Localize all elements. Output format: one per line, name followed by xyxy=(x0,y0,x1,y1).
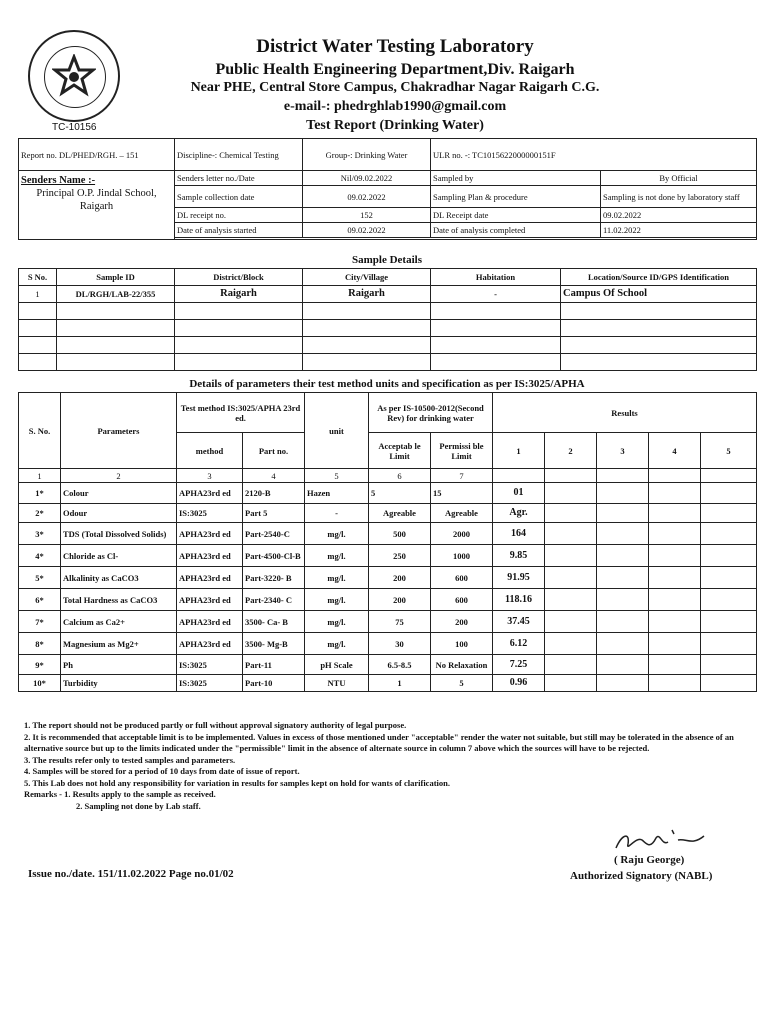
param-sno: 9* xyxy=(19,655,61,675)
param-unit: mg/l. xyxy=(305,523,369,545)
param-method: IS:3025 xyxy=(177,675,243,692)
empty-result-cell xyxy=(701,567,757,589)
note-5: 5. This Lab does not hold any responsibility for variation in results for samples kept on hold for wants of clarification. xyxy=(24,777,451,788)
param-unit: mg/l. xyxy=(305,545,369,567)
empty-result-cell xyxy=(701,523,757,545)
header-result-3: 3 xyxy=(597,433,649,469)
param-unit: - xyxy=(305,504,369,523)
param-part: Part 5 xyxy=(243,504,305,523)
param-sno: 5* xyxy=(19,567,61,589)
param-part: Part-2340- C xyxy=(243,589,305,611)
empty-result-cell xyxy=(545,655,597,675)
param-perm: 200 xyxy=(431,611,493,633)
remarks-2: 2. Sampling not done by Lab staff. xyxy=(76,800,201,811)
empty-result-cell xyxy=(545,504,597,523)
empty-result-cell xyxy=(701,483,757,504)
empty-result-cell xyxy=(597,483,649,504)
param-acc: 1 xyxy=(369,675,431,692)
param-sno: 8* xyxy=(19,633,61,655)
senders-letter: Nil/09.02.2022 xyxy=(303,171,431,186)
param-method: APHA23rd ed xyxy=(177,567,243,589)
tc-number: TC-10156 xyxy=(52,122,97,133)
col-num-4: 4 xyxy=(243,469,305,483)
sampled-by-label: Sampled by xyxy=(431,171,601,186)
ulr-number: ULR no. -: TC1015622000000151F xyxy=(431,139,757,171)
param-param: Alkalinity as CaCO3 xyxy=(61,567,177,589)
dl-receipt-no-label: DL receipt no. xyxy=(175,208,303,223)
empty-result-cell xyxy=(649,633,701,655)
analysis-started: 09.02.2022 xyxy=(303,223,431,238)
param-r1: 91.95 xyxy=(493,567,545,589)
param-r1: 164 xyxy=(493,523,545,545)
param-method: APHA23rd ed xyxy=(177,483,243,504)
lab-address: Near PHE, Central Store Campus, Chakradhar Nagar Raigarh C.G. xyxy=(190,80,600,95)
param-acc: 500 xyxy=(369,523,431,545)
note-4: 4. Samples will be stored for a period of 10 days from date of issue of report. xyxy=(24,766,300,776)
empty-result-cell xyxy=(649,589,701,611)
parameter-row xyxy=(19,504,757,523)
empty-result-cell xyxy=(649,567,701,589)
department-name: Public Health Engineering Department,Div. Raigarh xyxy=(215,61,575,78)
parameter-row xyxy=(19,633,757,655)
empty-result-cell xyxy=(649,523,701,545)
sd-header-sno: S No. xyxy=(19,269,57,286)
note-1: 1. The report should not be produced partly or full without approval signatory authority of legal purpose. xyxy=(24,720,407,730)
discipline: Discipline-: Chemical Testing xyxy=(175,139,303,171)
group: Group-: Drinking Water xyxy=(303,139,431,171)
col-num-7: 7 xyxy=(431,469,493,483)
param-r1: 01 xyxy=(493,483,545,504)
param-unit: pH Scale xyxy=(305,655,369,675)
parameter-row xyxy=(19,675,757,692)
parameter-row xyxy=(19,545,757,567)
dl-receipt-date-label: DL Receipt date xyxy=(431,208,601,223)
sd-habitation: - xyxy=(431,286,561,303)
empty-result-cell xyxy=(649,611,701,633)
empty-result-cell xyxy=(649,675,701,692)
sd-header-city: City/Village xyxy=(303,269,431,286)
lab-email: e-mail-: phedrghlab1990@gmail.com xyxy=(283,99,507,114)
param-sno: 7* xyxy=(19,611,61,633)
sd-district: Raigarh xyxy=(175,286,303,303)
report-notes xyxy=(24,720,754,812)
note-2: 2. It is recommended that acceptable limit is to be implemented. Values in excess of those mentioned under "acceptable" render the water not suitable, but still may be tolerated in the absence of an alternative source but up to the limits indicated under the "permissible" limit in the absence of alternate source in column 7 above which the sources will have to be rejected. xyxy=(24,731,734,753)
senders-name: Principal O.P. Jindal School, Raigarh xyxy=(36,188,157,212)
param-perm: 100 xyxy=(431,633,493,655)
empty-result-cell xyxy=(701,675,757,692)
param-r1: 118.16 xyxy=(493,589,545,611)
empty-result-cell xyxy=(597,611,649,633)
issue-info: Issue no./date. 151/11.02.2022 Page no.01/02 xyxy=(28,868,234,880)
param-method: APHA23rd ed xyxy=(177,545,243,567)
empty-result-cell xyxy=(545,567,597,589)
param-method: APHA23rd ed xyxy=(177,611,243,633)
empty-result-cell xyxy=(545,523,597,545)
empty-result-cell xyxy=(597,589,649,611)
param-acc: 30 xyxy=(369,633,431,655)
param-param: Colour xyxy=(61,483,177,504)
sd-location: Campus Of School xyxy=(561,286,757,303)
param-unit: Hazen xyxy=(305,483,369,504)
header-test-method: Test method IS:3025/APHA 23rd ed. xyxy=(177,393,305,433)
param-param: Odour xyxy=(61,504,177,523)
param-param: TDS (Total Dissolved Solids) xyxy=(61,523,177,545)
param-unit: NTU xyxy=(305,675,369,692)
param-acc: 75 xyxy=(369,611,431,633)
parameter-row xyxy=(19,483,757,504)
param-sno: 2* xyxy=(19,504,61,523)
empty-result-cell xyxy=(597,545,649,567)
param-part: Part-2540-C xyxy=(243,523,305,545)
sd-sample-id: DL/RGH/LAB-22/355 xyxy=(57,286,175,303)
param-r1: 0.96 xyxy=(493,675,545,692)
param-r1: Agr. xyxy=(493,504,545,523)
sample-details-title: Sample Details xyxy=(352,254,422,266)
col-num-3: 3 xyxy=(177,469,243,483)
collection-date-label: Sample collection date xyxy=(175,186,303,208)
dl-receipt-date: 09.02.2022 xyxy=(601,208,757,223)
remarks-1: Remarks - 1. Results apply to the sample as received. xyxy=(24,789,216,799)
param-unit: mg/l. xyxy=(305,589,369,611)
param-sno: 6* xyxy=(19,589,61,611)
senders-letter-label: Senders letter no./Date xyxy=(175,171,303,186)
empty-result-cell xyxy=(597,633,649,655)
param-part: Part-3220- B xyxy=(243,567,305,589)
header-result-2: 2 xyxy=(545,433,597,469)
empty-result-cell xyxy=(649,483,701,504)
param-param: Calcium as Ca2+ xyxy=(61,611,177,633)
report-info-table xyxy=(18,138,757,240)
param-sno: 10* xyxy=(19,675,61,692)
col-num-5: 5 xyxy=(305,469,369,483)
lab-logo xyxy=(28,30,120,122)
analysis-completed-label: Date of analysis completed xyxy=(431,223,601,238)
sampling-plan-label: Sampling Plan & procedure xyxy=(431,186,601,208)
empty-result-cell xyxy=(701,633,757,655)
col-num-6: 6 xyxy=(369,469,431,483)
sd-header-district: District/Block xyxy=(175,269,303,286)
sd-header-sample-id: Sample ID xyxy=(57,269,175,286)
parameter-row xyxy=(19,589,757,611)
param-method: IS:3025 xyxy=(177,504,243,523)
parameter-row xyxy=(19,611,757,633)
param-method: APHA23rd ed xyxy=(177,589,243,611)
header-result-4: 4 xyxy=(649,433,701,469)
param-param: Total Hardness as CaCO3 xyxy=(61,589,177,611)
param-unit: mg/l. xyxy=(305,567,369,589)
sample-details-table xyxy=(18,268,757,371)
param-method: IS:3025 xyxy=(177,655,243,675)
empty-result-cell xyxy=(597,504,649,523)
param-acc: 5 xyxy=(369,483,431,504)
empty-result-cell xyxy=(649,545,701,567)
report-title: Test Report (Drinking Water) xyxy=(306,118,484,133)
param-method: APHA23rd ed xyxy=(177,523,243,545)
param-sno: 3* xyxy=(19,523,61,545)
empty-result-cell xyxy=(649,655,701,675)
param-perm: 15 xyxy=(431,483,493,504)
empty-result-cell xyxy=(701,545,757,567)
empty-result-cell xyxy=(545,633,597,655)
header-method: method xyxy=(177,433,243,469)
param-part: 3500- Ca- B xyxy=(243,611,305,633)
param-param: Turbidity xyxy=(61,675,177,692)
sampled-by: By Official xyxy=(601,171,757,186)
empty-result-cell xyxy=(701,504,757,523)
empty-result-cell xyxy=(545,611,597,633)
col-num-1: 1 xyxy=(19,469,61,483)
param-perm: 600 xyxy=(431,567,493,589)
param-perm: 5 xyxy=(431,675,493,692)
header-acceptable-limit: Acceptab le Limit xyxy=(369,433,431,469)
header-result-5: 5 xyxy=(701,433,757,469)
header-results: Results xyxy=(493,393,757,433)
param-acc: 200 xyxy=(369,589,431,611)
parameter-row xyxy=(19,523,757,545)
empty-result-cell xyxy=(597,655,649,675)
param-unit: mg/l. xyxy=(305,633,369,655)
header-sno: S. No. xyxy=(19,393,61,469)
empty-result-cell xyxy=(701,655,757,675)
empty-result-cell xyxy=(545,675,597,692)
param-acc: Agreable xyxy=(369,504,431,523)
param-r1: 37.45 xyxy=(493,611,545,633)
dl-receipt-no: 152 xyxy=(303,208,431,223)
param-perm: 1000 xyxy=(431,545,493,567)
param-part: Part-11 xyxy=(243,655,305,675)
param-method: APHA23rd ed xyxy=(177,633,243,655)
header-unit: unit xyxy=(305,393,369,469)
param-sno: 1* xyxy=(19,483,61,504)
sd-city: Raigarh xyxy=(303,286,431,303)
param-perm: No Relaxation xyxy=(431,655,493,675)
param-r1: 9.85 xyxy=(493,545,545,567)
empty-result-cell xyxy=(701,611,757,633)
param-acc: 250 xyxy=(369,545,431,567)
param-part: Part-10 xyxy=(243,675,305,692)
empty-result-cell xyxy=(701,589,757,611)
empty-result-cell xyxy=(545,545,597,567)
sd-header-location: Location/Source ID/GPS Identification xyxy=(561,269,757,286)
param-acc: 6.5-8.5 xyxy=(369,655,431,675)
header-parameters: Parameters xyxy=(61,393,177,469)
sd-header-habitation: Habitation xyxy=(431,269,561,286)
parameter-row xyxy=(19,655,757,675)
report-number: Report no. DL/PHED/RGH. – 151 xyxy=(19,139,175,171)
param-r1: 7.25 xyxy=(493,655,545,675)
param-part: 2120-B xyxy=(243,483,305,504)
header-part-no: Part no. xyxy=(243,433,305,469)
star-emblem-icon xyxy=(52,54,96,98)
parameters-table xyxy=(18,392,757,692)
empty-result-cell xyxy=(597,523,649,545)
param-perm: Agreable xyxy=(431,504,493,523)
empty-result-cell xyxy=(545,483,597,504)
col-num-2: 2 xyxy=(61,469,177,483)
param-part: 3500- Mg-B xyxy=(243,633,305,655)
param-perm: 2000 xyxy=(431,523,493,545)
analysis-completed: 11.02.2022 xyxy=(601,223,757,238)
header-specification: As per IS-10500-2012(Second Rev) for drinking water xyxy=(369,393,493,433)
param-param: Chloride as Cl- xyxy=(61,545,177,567)
senders-name-label: Senders Name :- xyxy=(21,175,96,186)
param-perm: 600 xyxy=(431,589,493,611)
parameter-row xyxy=(19,567,757,589)
collection-date: 09.02.2022 xyxy=(303,186,431,208)
param-unit: mg/l. xyxy=(305,611,369,633)
signatory-title: Authorized Signatory (NABL) xyxy=(570,870,713,882)
param-sno: 4* xyxy=(19,545,61,567)
sampling-plan: Sampling is not done by laboratory staff xyxy=(601,186,757,208)
param-param: Magnesium as Mg2+ xyxy=(61,633,177,655)
empty-result-cell xyxy=(597,567,649,589)
param-acc: 200 xyxy=(369,567,431,589)
parameters-title: Details of parameters their test method units and specification as per IS:3025/APHA xyxy=(189,378,585,390)
header-result-1: 1 xyxy=(493,433,545,469)
sd-sno: 1 xyxy=(19,286,57,303)
param-part: Part-4500-Cl-B xyxy=(243,545,305,567)
param-param: Ph xyxy=(61,655,177,675)
lab-title: District Water Testing Laboratory xyxy=(256,36,534,57)
empty-result-cell xyxy=(597,675,649,692)
header-permissible-limit: Permissi ble Limit xyxy=(431,433,493,469)
analysis-started-label: Date of analysis started xyxy=(175,223,303,238)
note-3: 3. The results refer only to tested samples and parameters. xyxy=(24,754,236,765)
empty-result-cell xyxy=(545,589,597,611)
param-r1: 6.12 xyxy=(493,633,545,655)
empty-result-cell xyxy=(649,504,701,523)
signatory-name: ( Raju George) xyxy=(614,854,685,866)
